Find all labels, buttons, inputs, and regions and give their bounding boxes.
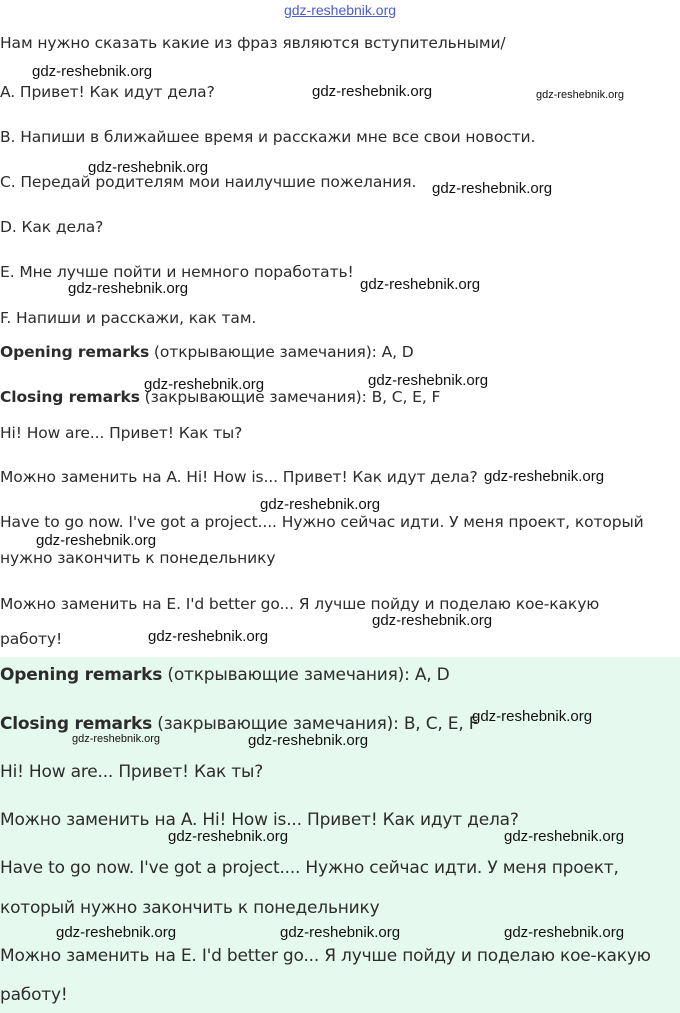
watermark: gdz-reshebnik.org [472,708,593,725]
answer-line-4b: работу! [0,630,63,648]
watermark: gdz-reshebnik.org [504,828,625,845]
box-line-3b: который нужно закончить к понедельнику [0,898,380,918]
answer-line-3b: нужно закончить к понедельнику [0,549,276,567]
watermark: gdz-reshebnik.org [280,924,401,941]
box-line-3a: Have to go now. I've got a project.... Нужно сейчас идти. У меня проект, [0,858,619,878]
answer-line-3a: Have to go now. I've got a project.... Нужно сейчас идти. У меня проект, который [0,513,644,531]
closing-label: Closing remarks [0,388,140,406]
option-e: E. Мне лучше пойти и немного поработать! [0,263,354,281]
watermark: gdz-reshebnik.org [260,496,381,513]
box-closing-remarks [0,714,478,734]
box-opening-remarks [0,665,450,685]
answer-line-2: Можно заменить на A. Hi! How is... Привет! Как идут дела? [0,468,478,486]
closing-value: (закрывающие замечания): B, C, E, F [139,388,441,406]
watermark: gdz-reshebnik.org [484,468,605,485]
answer-line-4a: Можно заменить на E. I'd better go... Я лучше пойду и поделаю кое-какую [0,595,600,613]
watermark: gdz-reshebnik.org [56,924,177,941]
box-line-2: Можно заменить на A. Hi! How is... Привет! Как идут дела? [0,810,519,830]
box-closing-label: Closing remarks [0,714,153,734]
box-opening-value: (открывающие замечания): A, D [162,665,450,685]
watermark: gdz-reshebnik.org [148,628,269,645]
watermark: gdz-reshebnik.org [168,828,289,845]
watermark: gdz-reshebnik.org [536,89,625,101]
watermark: gdz-reshebnik.org [36,532,157,549]
watermark: gdz-reshebnik.org [144,376,265,393]
option-b: B. Напиши в ближайшее время и расскажи мне все свои новости. [0,128,536,146]
watermark: gdz-reshebnik.org [360,276,481,293]
option-a: A. Привет! Как идут дела? [0,83,215,101]
box-line-1: Hi! How are... Привет! Как ты? [0,762,264,782]
opening-value: (открывающие замечания): A, D [149,343,414,361]
question-intro: Нам нужно сказать какие из фраз являются вступительными/ [0,34,506,52]
opening-remarks [0,343,414,361]
watermark: gdz-reshebnik.org [248,732,369,749]
watermark: gdz-reshebnik.org [32,63,153,80]
watermark: gdz-reshebnik.org [372,612,493,629]
answer-line-1: Hi! How are... Привет! Как ты? [0,424,243,442]
box-line-4a: Можно заменить на E. I'd better go... Я лучше пойду и поделаю кое-какую [0,946,651,966]
box-opening-label: Opening remarks [0,665,163,685]
watermark: gdz-reshebnik.org [68,280,189,297]
option-d: D. Как дела? [0,218,104,236]
option-c: C. Передай родителям мои наилучшие пожелания. [0,173,417,191]
watermark: gdz-reshebnik.org [72,733,161,745]
box-line-4b: работу! [0,985,68,1005]
watermark: gdz-reshebnik.org [504,924,625,941]
watermark: gdz-reshebnik.org [432,180,553,197]
watermark: gdz-reshebnik.org [312,83,433,100]
box-closing-value: (закрывающие замечания): B, C, E, F [152,714,479,734]
watermark: gdz-reshebnik.org [88,159,209,176]
option-f: F. Напиши и расскажи, как там. [0,309,257,327]
site-link[interactable]: gdz-reshebnik.org [283,2,397,18]
opening-label: Opening remarks [0,343,150,361]
watermark: gdz-reshebnik.org [368,372,489,389]
